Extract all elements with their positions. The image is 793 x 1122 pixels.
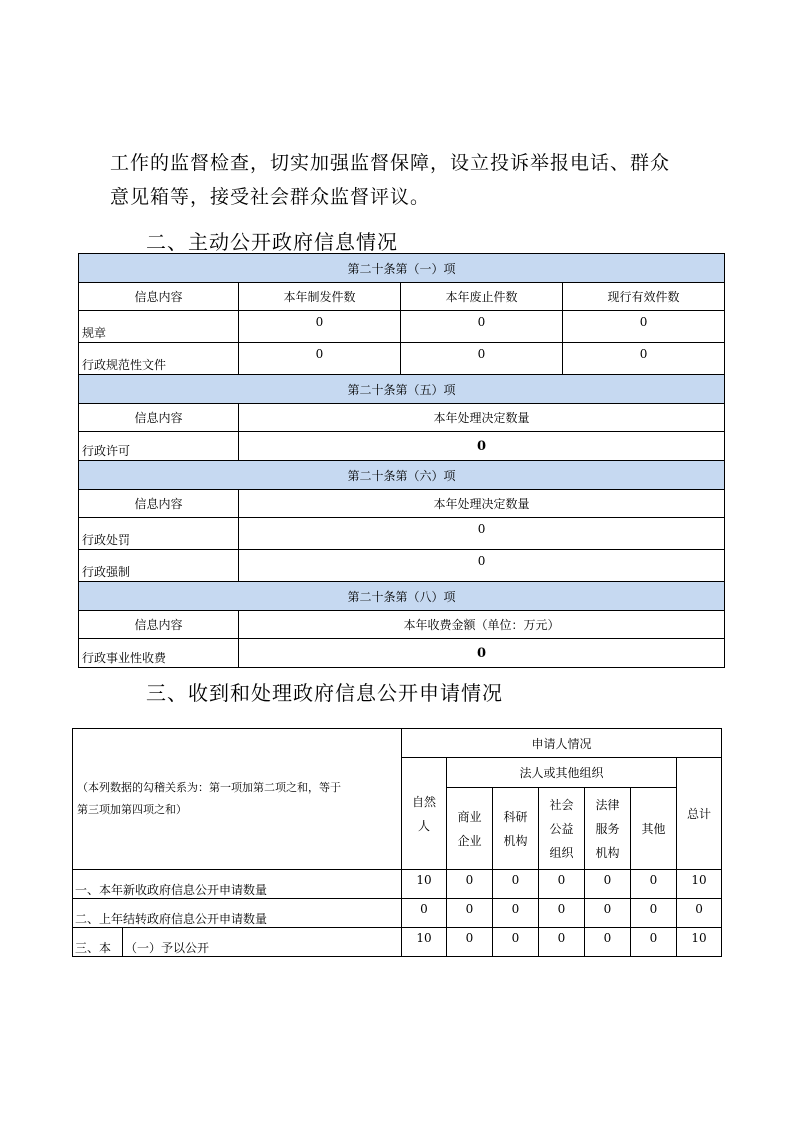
- row-label-disclosed: （一）予以公开: [123, 928, 402, 957]
- cell-norms-issued: 0: [239, 343, 401, 375]
- row-label-fees: 行政事业性收费: [79, 639, 239, 668]
- cell-value: 10: [677, 870, 722, 899]
- section-2-title: 二、主动公开政府信息情况: [146, 230, 398, 254]
- cell-value: 0: [539, 899, 585, 928]
- header-total: 总计: [677, 758, 722, 870]
- cell-value: 0: [447, 928, 493, 957]
- cell-value: 0: [585, 899, 631, 928]
- proactive-disclosure-table: [78, 253, 725, 668]
- application-table: [72, 728, 722, 957]
- cell-norms-valid: 0: [563, 343, 725, 375]
- col-decisions: 本年处理决定数量: [239, 404, 725, 432]
- row-label-penalty: 行政处罚: [79, 518, 239, 550]
- header-legal-entity: 法人或其他组织: [447, 758, 677, 788]
- cell-value: 0: [631, 870, 677, 899]
- row-label-norms: 行政规范性文件: [79, 343, 239, 375]
- row-label-result-prefix: 三、本: [73, 928, 123, 957]
- cell-value: 10: [402, 928, 447, 957]
- header-other: 其他: [631, 788, 677, 870]
- cell-value: 0: [493, 928, 539, 957]
- paragraph-line-1: 工作的监督检查，切实加强监督保障，设立投诉举报电话、群众: [110, 152, 671, 174]
- header-social-line-3: 组织: [549, 845, 574, 860]
- table-row: [73, 928, 722, 957]
- table-row: [73, 870, 722, 899]
- cell-license-value: 0: [239, 432, 725, 461]
- header-law-line-1: 法律: [595, 797, 620, 812]
- header-research-line-2: 机构: [503, 833, 528, 848]
- col-valid: 现行有效件数: [563, 283, 725, 311]
- table-row: [73, 899, 722, 928]
- cell-value: 10: [677, 928, 722, 957]
- cell-value: 10: [402, 870, 447, 899]
- cell-value: 0: [631, 899, 677, 928]
- row-label-carried: 二、上年结转政府信息公开申请数量: [73, 899, 402, 928]
- col-info-content: 信息内容: [79, 611, 239, 639]
- note-line-2: 第三项加第四项之和）: [77, 803, 187, 816]
- band-article-20-5: 第二十条第（五）项: [79, 375, 725, 404]
- band-article-20-8: 第二十条第（八）项: [79, 582, 725, 611]
- header-social: [539, 788, 585, 870]
- cell-norms-abolished: 0: [401, 343, 563, 375]
- cell-value: 0: [402, 899, 447, 928]
- header-law-line-3: 机构: [595, 845, 620, 860]
- cell-value: 0: [493, 870, 539, 899]
- cell-value: 0: [539, 870, 585, 899]
- cell-fees-value: 0: [239, 639, 725, 668]
- header-applicant: 申请人情况: [402, 729, 722, 758]
- header-social-line-2: 公益: [549, 821, 574, 836]
- section-3-title: 三、收到和处理政府信息公开申请情况: [146, 681, 503, 705]
- cell-value: 0: [447, 870, 493, 899]
- col-abolished: 本年废止件数: [401, 283, 563, 311]
- cell-value: 0: [631, 928, 677, 957]
- header-law-line-2: 服务: [595, 821, 620, 836]
- header-natural-line-1: 自然: [411, 794, 436, 809]
- cell-value: 0: [447, 899, 493, 928]
- col-info-content: 信息内容: [79, 283, 239, 311]
- row-label-new: 一、本年新收政府信息公开申请数量: [73, 870, 402, 899]
- cell-rules-valid: 0: [563, 311, 725, 343]
- row-label-coercion: 行政强制: [79, 550, 239, 582]
- cell-value: 0: [677, 899, 722, 928]
- cell-value: 0: [493, 899, 539, 928]
- header-research-line-1: 科研: [503, 809, 528, 824]
- cell-value: 0: [585, 928, 631, 957]
- col-fees: 本年收费金额（单位：万元）: [239, 611, 725, 639]
- band-article-20-1: 第二十条第（一）项: [79, 254, 725, 283]
- header-natural-line-2: 人: [417, 818, 430, 833]
- band-article-20-6: 第二十条第（六）项: [79, 461, 725, 490]
- header-natural-person: [402, 758, 447, 870]
- col-issued: 本年制发件数: [239, 283, 401, 311]
- intro-paragraph: [110, 146, 710, 214]
- header-social-line-1: 社会: [549, 797, 574, 812]
- header-commercial-line-2: 企业: [457, 833, 482, 848]
- cell-penalty-value: 0: [239, 518, 725, 550]
- cell-rules-abolished: 0: [401, 311, 563, 343]
- note-cell: [73, 729, 402, 870]
- col-info-content: 信息内容: [79, 490, 239, 518]
- col-decisions: 本年处理决定数量: [239, 490, 725, 518]
- header-law: [585, 788, 631, 870]
- cell-value: 0: [585, 870, 631, 899]
- header-research: [493, 788, 539, 870]
- row-label-rules: 规章: [79, 311, 239, 343]
- header-commercial: [447, 788, 493, 870]
- col-info-content: 信息内容: [79, 404, 239, 432]
- paragraph-line-2: 意见箱等，接受社会群众监督评议。: [110, 186, 431, 208]
- cell-value: 0: [539, 928, 585, 957]
- note-line-1: （本列数据的勾稽关系为：第一项加第二项之和，等于: [77, 781, 341, 794]
- cell-rules-issued: 0: [239, 311, 401, 343]
- cell-coercion-value: 0: [239, 550, 725, 582]
- row-label-license: 行政许可: [79, 432, 239, 461]
- header-commercial-line-1: 商业: [457, 809, 482, 824]
